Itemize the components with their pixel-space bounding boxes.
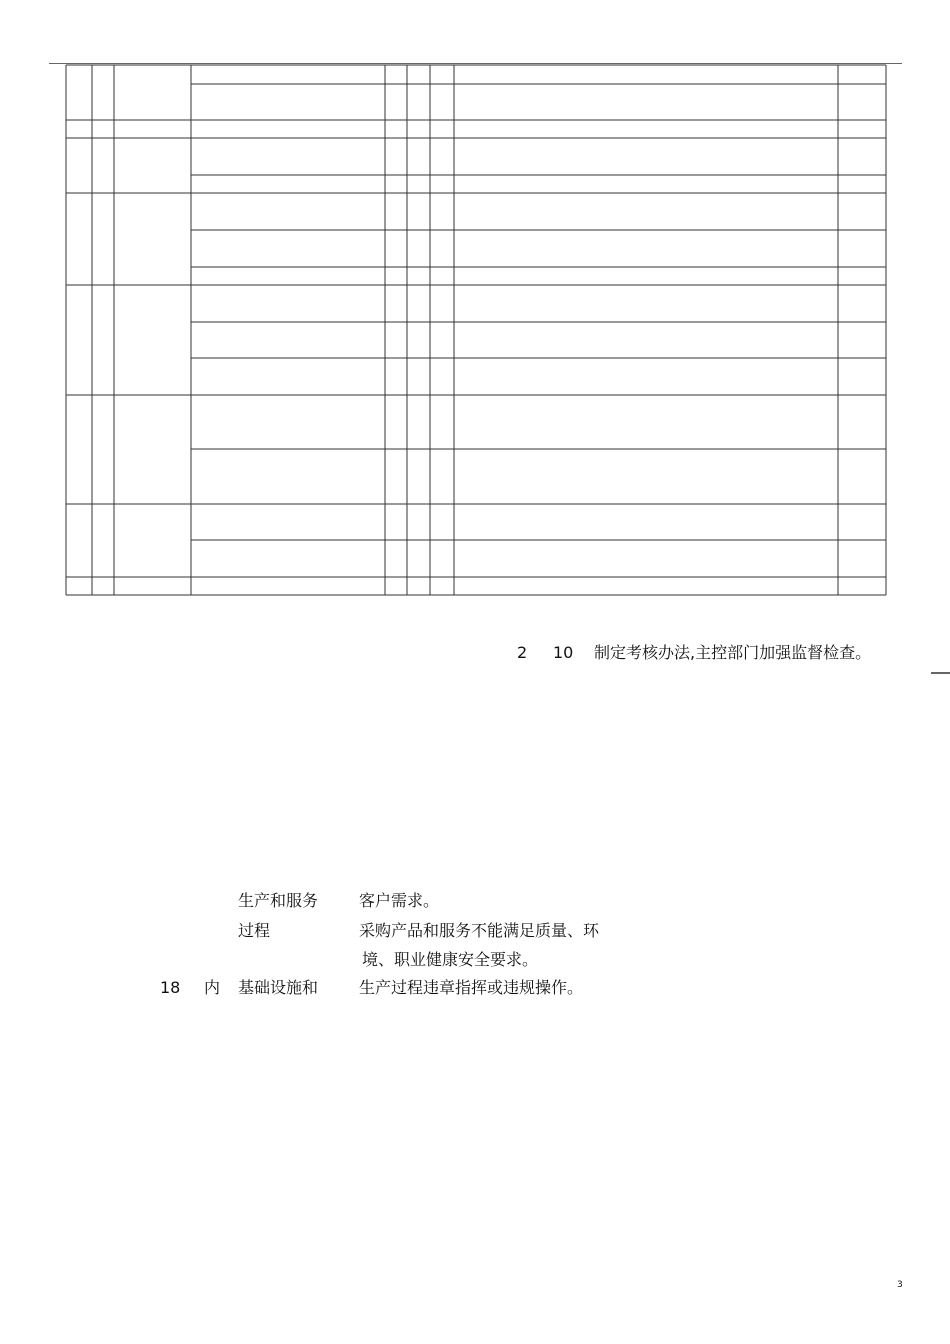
risk-text-3: 境、职业健康安全要求。 <box>362 950 539 969</box>
risk-text-2: 采购产品和服务不能满足质量、环 <box>359 921 600 940</box>
measure-text: 制定考核办法,主控部门加强监督检查。 <box>594 643 872 662</box>
margin-mark <box>931 672 950 674</box>
measure-num-a: 2 <box>517 643 528 662</box>
row-number: 18 <box>160 978 181 997</box>
row-type: 内 <box>204 978 221 997</box>
page-number: 3 <box>897 1280 903 1290</box>
measure-num-b: 10 <box>553 643 574 662</box>
table-grid-lines <box>66 65 886 595</box>
risk-table <box>0 0 950 600</box>
process-label-3: 基础设施和 <box>238 978 319 997</box>
risk-text-4: 生产过程违章指挥或违规操作。 <box>359 978 584 997</box>
process-label-2: 过程 <box>238 921 271 940</box>
process-label-1: 生产和服务 <box>238 891 319 910</box>
risk-text-1: 客户需求。 <box>359 891 440 910</box>
